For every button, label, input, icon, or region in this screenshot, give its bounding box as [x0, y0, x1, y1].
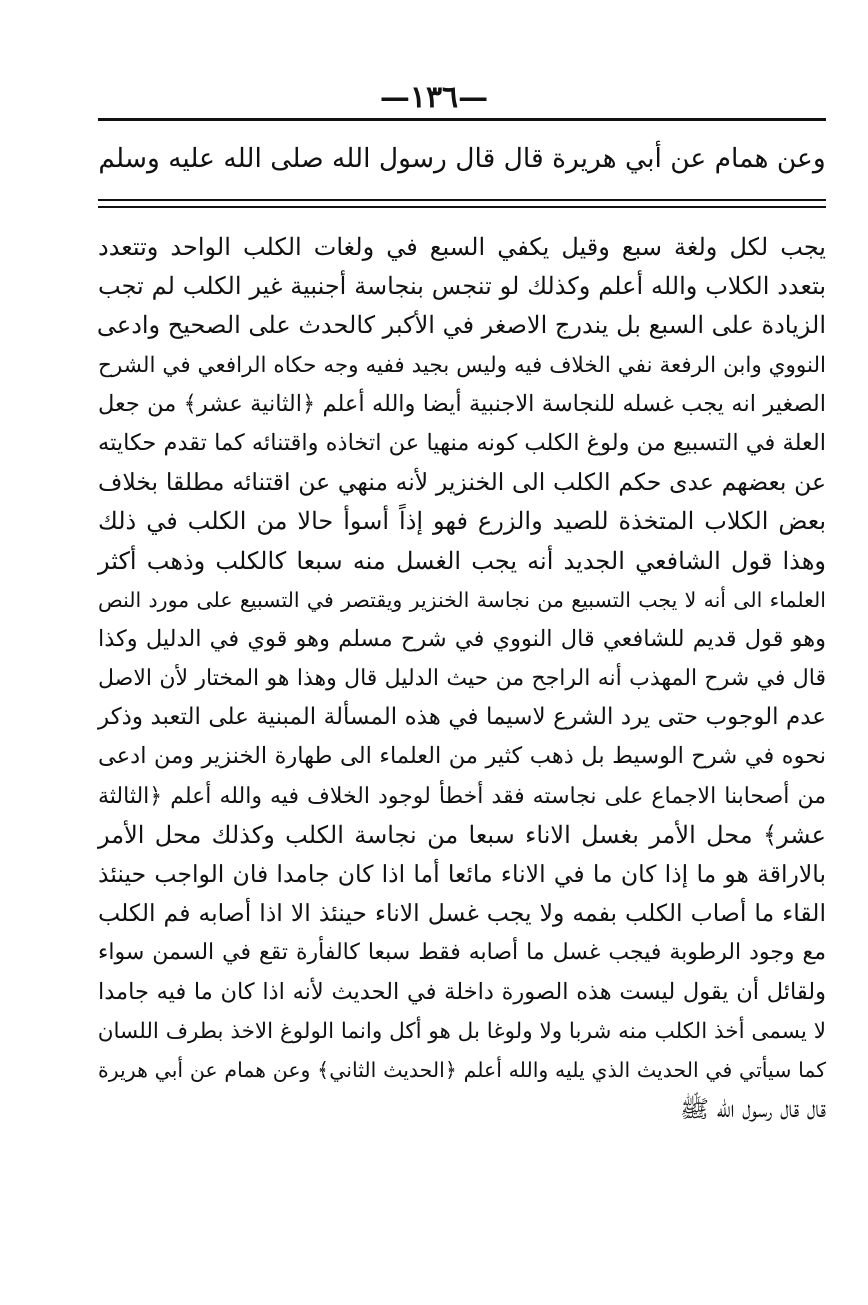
- text-line: قال في شرح المهذب أنه الراجح من حيث الدليل قال وهذا هو المختار لأن الاصل: [98, 666, 826, 692]
- text-line-final: قال قال رسول الله ﷺ: [679, 1095, 826, 1124]
- text-line: ولقائل أن يقول ليست هذه الصورة داخلة في الحديث لأنه اذا كان ما فيه جامدا: [98, 978, 826, 1005]
- commentary-body: [98, 228, 826, 1129]
- text-line: العلة في التسبيع من ولوغ الكلب كونه منهيا عن اتخاذه واقتنائه كما تقدم حكايته: [98, 429, 826, 456]
- double-rule-upper: [98, 199, 826, 201]
- text-line: النووي وابن الرفعة نفي الخلاف فيه وليس بجيد ففيه وجه حكاه الرافعي في الشرح: [98, 352, 826, 378]
- text-line: نحوه في شرح الوسيط بل ذهب كثير من العلماء الى طهارة الخنزير ومن ادعى: [98, 743, 826, 770]
- text-line: عدم الوجوب حتى يرد الشرع لاسيما في هذه المسألة المبنية على التعبد وذكر: [98, 704, 826, 731]
- text-line: مع وجود الرطوبة فيجب غسل ما أصابه فقط سبعا كالفأرة تقع في السمن سواء: [98, 940, 826, 966]
- header-rule: [98, 118, 826, 121]
- text-line: الزيادة على السبع بل يندرج الاصغر في الأكبر كالحدث على الصحيح وادعى: [96, 311, 826, 340]
- hadith-heading: وعن همام عن أبي هريرة قال قال رسول الله صلى الله عليه وسلم: [98, 143, 826, 174]
- text-line: القاء ما أصاب الكلب بفمه ولا يجب غسل الاناء حينئذ الا اذا أصابه فم الكلب: [98, 899, 826, 928]
- text-line: العلماء الى أنه لا يجب التسبيع من نجاسة الخنزير ويقتصر في التسبيع على مورد النص: [98, 587, 826, 612]
- text-line: بالاراقة هو ما إذا كان ما في الاناء مائعا أما اذا كان جامدا فان الواجب حينئذ: [98, 860, 826, 888]
- text-line: وهو قول قديم للشافعي قال النووي في شرح مسلم وهو قوي في الدليل وكذا: [98, 625, 826, 652]
- text-line: بعض الكلاب المتخذة للصيد والزرع فهو إذاً أسوأ حالا من الكلب في ذلك: [98, 507, 826, 536]
- text-line: من أصحابنا الاجماع على نجاسته فقد أخطأ لوجود الخلاف فيه والله أعلم ﴿الثالثة: [98, 783, 826, 809]
- text-line: وهذا قول الشافعي الجديد أنه يجب الغسل منه سبعا كالكلب وذهب أكثر: [98, 546, 826, 575]
- page-number: —١٣٦—: [379, 80, 489, 115]
- text-line: عن بعضهم عدى حكم الكلب الى الخنزير لأنه منهي عن اقتنائه مطلقا بخلاف: [98, 468, 826, 497]
- text-line: كما سيأتي في الحديث الذي يليه والله أعلم ﴿الحديث الثاني﴾ وعن همام عن أبي هريرة: [98, 1057, 826, 1082]
- double-rule-lower: [98, 206, 826, 208]
- text-line: لا يسمى أخذ الكلب منه شربا ولا ولوغا بل هو أكل وانما الولوغ الاخذ بطرف اللسان: [97, 1018, 826, 1044]
- text-line: بتعدد الكلاب والله أعلم وكذلك لو تنجس بنجاسة أجنبية غير الكلب لم تجب: [98, 272, 826, 301]
- text-line: الصغير انه يجب غسله للنجاسة الاجنبية أيضا والله أعلم ﴿الثانية عشر﴾ من جعل: [98, 390, 826, 417]
- text-line: عشر﴾ محل الأمر بغسل الاناء سبعا من نجاسة الكلب وكذلك محل الأمر: [98, 820, 826, 849]
- text-line: يجب لكل ولغة سبع وقيل يكفي السبع في ولغات الكلب الواحد وتتعدد: [98, 233, 826, 261]
